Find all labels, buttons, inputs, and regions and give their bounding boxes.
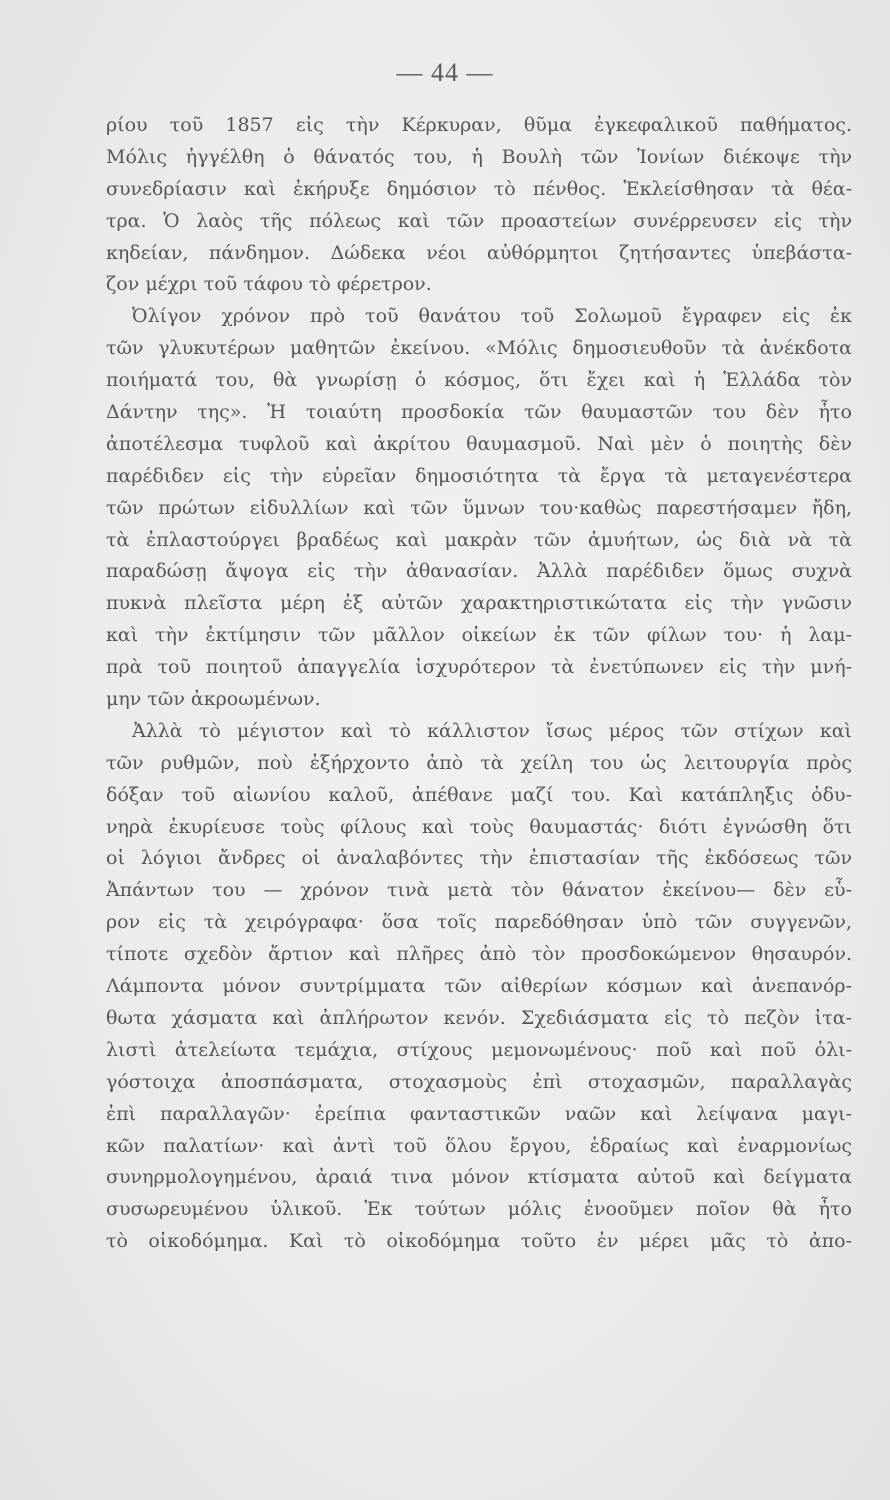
text-line: συσωρευμένου ὑλικοῦ. Ἐκ τούτων μόλις ἐνοοῦμεν ποῖον θὰ ἦτο [106, 1198, 852, 1221]
text-line: οἱ λόγιοι ἄνδρες οἱ ἀναλαβόντες τὴν ἐπιστασίαν τῆς ἐκδόσεως τῶν [106, 847, 852, 870]
text-line: καὶ τὴν ἐκτίμησιν τῶν μᾶλλον οἰκείων ἐκ τῶν φίλων του· ἡ λαμ- [106, 624, 852, 647]
text-line: ἐπὶ παραλλαγῶν· ἐρείπια φανταστικῶν ναῶν καὶ λείψανα μαγι- [106, 1102, 852, 1125]
page-number: — 44 — [396, 58, 494, 87]
text-line: τῶν ρυθμῶν, ποὺ ἐξήρχοντο ἀπὸ τὰ χείλη του ὡς λειτουργία πρὸς [106, 751, 852, 774]
text-line: τρα. Ὁ λαὸς τῆς πόλεως καὶ τῶν προαστείων συνέρρευσεν εἰς τὴν [106, 209, 852, 232]
text-line: λιστὶ ἀτελείωτα τεμάχια, στίχους μεμονωμένους· ποῦ καὶ ποῦ ὀλι- [106, 1038, 852, 1061]
text-line: τὰ ἐπλαστούργει βραδέως καὶ μακρὰν τῶν ἀμυήτων, ὡς διὰ νὰ τὰ [106, 528, 852, 551]
text-line: Ἀπάντων του — χρόνον τινὰ μετὰ τὸν θάνατον ἐκείνου— δὲν εὗ- [106, 879, 852, 902]
text-line: ποιήματά του, θὰ γνωρίσῃ ὁ κόσμος, ὅτι ἔχει καὶ ἡ Ἑλλάδα τὸν [106, 369, 852, 392]
text-line: ἀποτέλεσμα τυφλοῦ καὶ ἀκρίτου θαυμασμοῦ. Ναὶ μὲν ὁ ποιητὴς δὲν [106, 432, 852, 455]
text-line: μην τῶν ἀκροωμένων. [106, 688, 321, 711]
text-line: συνεδρίασιν καὶ ἐκήρυξε δημόσιον τὸ πένθος. Ἐκλείσθησαν τὰ θέα- [106, 177, 852, 200]
text-line: παρέδιδεν εἰς τὴν εὐρεῖαν δημοσιότητα τὰ ἔργα τὰ μεταγενέστερα [106, 464, 852, 487]
text-line: ρον εἰς τὰ χειρόγραφα· ὅσα τοῖς παρεδόθησαν ὑπὸ τῶν συγγενῶν, [106, 911, 852, 934]
text-line: ρίου τοῦ 1857 εἰς τὴν Κέρκυραν, θῦμα ἐγκεφαλικοῦ παθήματος. [106, 114, 852, 136]
text-line: Μόλις ἠγγέλθη ὁ θάνατός του, ἡ Βουλὴ τῶν Ἰονίων διέκοψε τὴν [106, 145, 852, 168]
text-line: κηδείαν, πάνδημον. Δώδεκα νέοι αὐθόρμητοι ζητήσαντες ὑπεβάστα- [106, 241, 852, 264]
text-line: Δάντην της». Ἡ τοιαύτη προσδοκία τῶν θαυμαστῶν του δὲν ἦτο [106, 401, 852, 424]
text-line: Λάμποντα μόνον συντρίμματα τῶν αἰθερίων κόσμων καὶ ἀνεπανόρ- [106, 975, 852, 998]
text-line: Ὀλίγον χρόνον πρὸ τοῦ θανάτου τοῦ Σολωμοῦ ἔγραφεν εἰς ἐκ [132, 305, 852, 328]
text-line: πυκνὰ πλεῖστα μέρη ἐξ αὐτῶν χαρακτηριστικώτατα εἰς τὴν γνῶσιν [106, 592, 852, 615]
text-line: τίποτε σχεδὸν ἄρτιον καὶ πλῆρες ἀπὸ τὸν προσδοκώμενον θησαυρόν. [106, 943, 852, 966]
text-line: Ἀλλὰ τὸ μέγιστον καὶ τὸ κάλλιστον ἴσως μέρος τῶν στίχων καὶ [132, 719, 852, 742]
text-line: ζον μέχρι τοῦ τάφου τὸ φέρετρον. [106, 273, 432, 296]
text-line: πρὰ τοῦ ποιητοῦ ἀπαγγελία ἰσχυρότερον τὰ ἐνετύπωνεν εἰς τὴν μνή- [106, 656, 852, 679]
text-line: δόξαν τοῦ αἰωνίου καλοῦ, ἀπέθανε μαζί του. Καὶ κατάπληξις ὀδυ- [106, 783, 852, 806]
text-line: συνηρμολογημένου, ἀραιά τινα μόνον κτίσματα αὐτοῦ καὶ δείγματα [106, 1166, 852, 1189]
text-line: νηρὰ ἐκυρίευσε τοὺς φίλους καὶ τοὺς θαυμαστάς· διότι ἐγνώσθη ὅτι [106, 815, 852, 838]
text-line: θωτα χάσματα καὶ ἀπλήρωτον κενόν. Σχεδιάσματα εἰς τὸ πεζὸν ἰτα- [106, 1006, 852, 1029]
text-line: παραδώσῃ ἄψογα εἰς τὴν ἀθανασίαν. Ἀλλὰ παρέδιδεν ὅμως συχνὰ [106, 560, 852, 583]
text-line: γόστοιχα ἀποσπάσματα, στοχασμοὺς ἐπὶ στοχασμῶν, παραλλαγὰς [106, 1070, 852, 1093]
text-line: τῶν γλυκυτέρων μαθητῶν ἐκείνου. «Μόλις δημοσιευθοῦν τὰ ἀνέκδοτα [106, 337, 852, 360]
body-text [106, 110, 852, 1258]
text-line: κῶν παλατίων· καὶ ἀντὶ τοῦ ὅλου ἔργου, ἑδραίως καὶ ἐναρμονίως [106, 1134, 852, 1157]
text-line: τῶν πρώτων εἰδυλλίων καὶ τῶν ὕμνων του·καθὼς παρεστήσαμεν ἤδη, [106, 496, 852, 519]
text-line: τὸ οἰκοδόμημα. Καὶ τὸ οἰκοδόμημα τοῦτο ἐν μέρει μᾶς τὸ ἀπο- [106, 1230, 852, 1253]
